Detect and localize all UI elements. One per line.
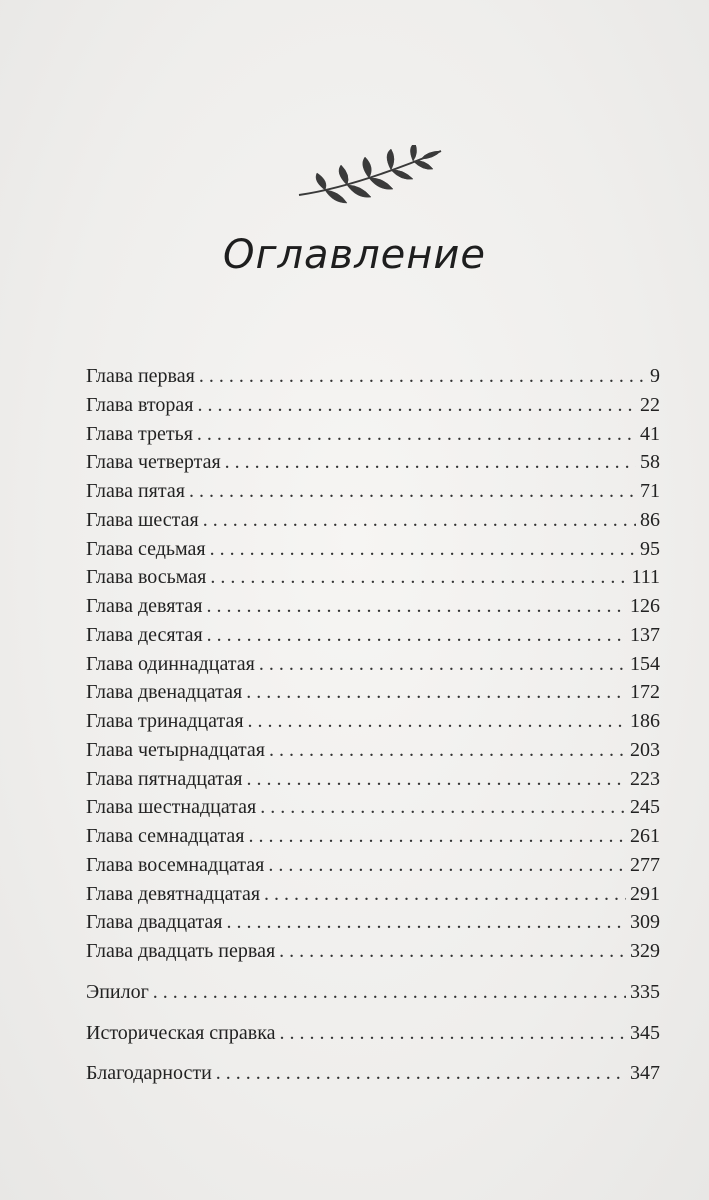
toc-entry-title: Глава семнадцатая <box>86 825 245 847</box>
toc-entry <box>86 1019 660 1048</box>
toc-entry-page-number: 203 <box>630 738 660 761</box>
toc-leader-dots <box>279 937 626 965</box>
toc-leader-dots <box>227 908 626 936</box>
toc-entry-title: Глава восьмая <box>86 566 207 589</box>
toc-entry <box>86 362 660 391</box>
toc-entry-page-number: 41 <box>640 422 660 445</box>
toc-entry-page-number: 71 <box>640 480 660 502</box>
toc-entry-title: Глава седьмая <box>86 537 206 560</box>
toc-entry <box>86 908 660 937</box>
toc-entry <box>86 391 660 420</box>
toc-leader-dots <box>247 765 627 793</box>
toc-entry <box>86 707 660 736</box>
toc-entry-title: Эпилог <box>86 980 149 1003</box>
toc-entry <box>86 678 660 707</box>
toc-leader-dots <box>260 793 626 821</box>
toc-entry <box>86 978 660 1007</box>
toc-entry-page-number: 329 <box>630 940 660 962</box>
toc-entry <box>86 765 660 794</box>
toc-entry-page-number: 95 <box>640 537 660 560</box>
toc-entry-title: Глава тринадцатая <box>86 710 244 732</box>
toc-entry-title: Глава первая <box>86 365 195 387</box>
page-title: Оглавление <box>222 232 487 278</box>
toc-entry-title: Глава девятая <box>86 595 203 617</box>
toc-entry-title: Глава четвертая <box>86 451 221 474</box>
toc-leader-dots <box>210 563 627 591</box>
toc-leader-dots <box>197 391 636 419</box>
toc-entry <box>86 793 660 822</box>
toc-entry-page-number: 86 <box>640 508 660 531</box>
toc-entry <box>86 621 660 650</box>
toc-entry <box>86 736 660 765</box>
toc-leader-dots <box>264 880 626 908</box>
toc-entry <box>86 822 660 851</box>
toc-leader-dots <box>248 707 626 735</box>
toc-entry <box>86 592 660 621</box>
toc-entry <box>86 420 660 449</box>
toc-entry <box>86 851 660 880</box>
toc-entry-title: Глава одиннадцатая <box>86 652 255 675</box>
toc-entry-page-number: 186 <box>630 710 660 732</box>
toc-entry-page-number: 137 <box>630 623 660 646</box>
toc-entry-title: Глава третья <box>86 422 193 445</box>
toc-entry-title: Глава десятая <box>86 623 203 646</box>
toc-entry-page-number: 245 <box>630 796 660 819</box>
table-of-contents <box>86 362 660 1088</box>
toc-leader-dots <box>225 448 636 476</box>
toc-entry-title: Глава вторая <box>86 393 194 416</box>
toc-leader-dots <box>207 621 626 649</box>
toc-entry-title: Глава шестнадцатая <box>86 796 257 819</box>
toc-entry <box>86 563 660 592</box>
toc-entry-title: Глава пятая <box>86 480 185 502</box>
toc-entry-title: Глава двадцатая <box>86 911 223 934</box>
toc-entry-page-number: 111 <box>631 566 660 589</box>
toc-leader-dots <box>269 736 626 764</box>
toc-entry-title: Благодарности <box>86 1062 212 1085</box>
toc-entry <box>86 477 660 506</box>
toc-entry-title: Глава девятнадцатая <box>86 882 261 905</box>
toc-leader-dots <box>203 506 636 534</box>
toc-leader-dots <box>259 650 626 678</box>
toc-entry-page-number: 309 <box>630 911 660 934</box>
toc-entry <box>86 448 660 477</box>
toc-entry-page-number: 126 <box>630 595 660 617</box>
toc-entry-page-number: 347 <box>630 1062 660 1085</box>
toc-entry-title: Глава восемнадцатая <box>86 853 265 876</box>
toc-leader-dots <box>216 1059 626 1087</box>
toc-entry <box>86 880 660 909</box>
toc-leader-dots <box>206 592 626 620</box>
toc-leader-dots <box>268 851 626 879</box>
toc-entry <box>86 506 660 535</box>
toc-leader-dots <box>249 822 626 850</box>
toc-entry-page-number: 335 <box>630 980 660 1003</box>
toc-entry <box>86 650 660 679</box>
toc-entry <box>86 535 660 564</box>
toc-entry-page-number: 9 <box>650 365 660 387</box>
toc-entry-title: Глава пятнадцатая <box>86 767 243 790</box>
toc-entry <box>86 1059 660 1088</box>
toc-entry-page-number: 291 <box>630 882 660 905</box>
toc-entry-page-number: 172 <box>630 681 660 704</box>
toc-entry-page-number: 261 <box>630 825 660 847</box>
toc-entry-page-number: 22 <box>640 393 660 416</box>
toc-entry-page-number: 345 <box>630 1021 660 1044</box>
toc-entry-page-number: 154 <box>630 652 660 675</box>
toc-entry <box>86 937 660 966</box>
toc-entry-title: Глава двадцать первая <box>86 940 276 962</box>
toc-entry-page-number: 58 <box>640 451 660 474</box>
toc-entry-title: Глава двенадцатая <box>86 681 243 704</box>
toc-leader-dots <box>246 678 626 706</box>
toc-entry-page-number: 277 <box>630 853 660 876</box>
toc-leader-dots <box>153 978 626 1006</box>
toc-leader-dots <box>280 1019 627 1047</box>
toc-entry-title: Глава шестая <box>86 508 199 531</box>
toc-entry-page-number: 223 <box>630 767 660 790</box>
leaf-branch-icon <box>295 145 445 207</box>
toc-entry-title: Глава четырнадцатая <box>86 738 265 761</box>
toc-leader-dots <box>199 362 646 390</box>
toc-leader-dots <box>210 535 636 563</box>
toc-leader-dots <box>189 477 636 505</box>
toc-entry-title: Историческая справка <box>86 1021 276 1044</box>
toc-leader-dots <box>197 420 636 448</box>
